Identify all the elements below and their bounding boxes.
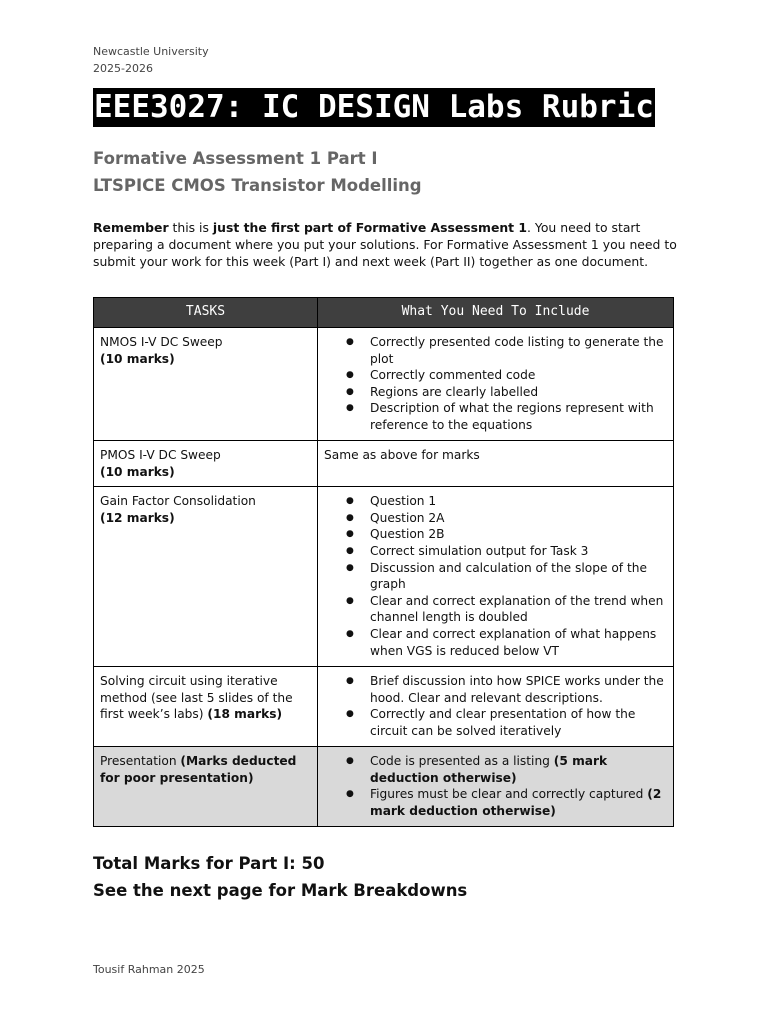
table-row (94, 667, 674, 747)
list-item-text: Code is presented as a listing (370, 754, 554, 769)
include-text: Same as above for marks (324, 448, 480, 462)
task-cell (94, 328, 318, 441)
page-footer: Tousif Rahman 2025 (93, 963, 205, 976)
rubric-table (93, 297, 674, 827)
intro-paragraph (93, 219, 678, 270)
include-list (324, 673, 667, 739)
assessment-subtitle: Formative Assessment 1 Part I (93, 149, 378, 168)
list-item: ● Correctly presented code listing to generate the plot (370, 334, 667, 367)
include-cell (318, 667, 674, 747)
intro-bold-remember: Remember (93, 220, 169, 235)
task-name: NMOS I-V DC Sweep (100, 335, 223, 349)
page-header (93, 43, 209, 77)
document-title: EEE3027: IC DESIGN Labs Rubric (94, 89, 654, 125)
list-item-deduction: (2 mark deduction otherwise) (370, 787, 662, 818)
total-marks: Total Marks for Part I: 50 (93, 854, 325, 873)
task-marks: (10 marks) (100, 464, 175, 479)
totals-block (93, 850, 467, 904)
task-marks: (10 marks) (100, 351, 175, 366)
list-item: ● Correct simulation output for Task 3 (370, 543, 667, 560)
header-tasks: TASKS (94, 298, 318, 328)
task-name: Gain Factor Consolidation (100, 494, 256, 509)
task-marks: (18 marks) (207, 707, 283, 722)
include-cell (318, 328, 674, 441)
header-what-to-include: What You Need To Include (318, 298, 674, 328)
topic-subtitle: LTSPICE CMOS Transistor Modelling (93, 176, 422, 195)
task-name: Presentation (100, 754, 181, 769)
task-cell (94, 747, 318, 827)
include-cell (318, 441, 674, 487)
academic-year: 2025-2026 (93, 62, 153, 75)
list-item: ● Correctly and clear presentation of how the circuit can be solved iteratively (370, 706, 667, 739)
list-item: ● Regions are clearly labelled (370, 384, 667, 401)
task-marks: (Marks deducted for poor presentation) (100, 754, 297, 785)
include-list (324, 753, 667, 819)
intro-text-1: this is (168, 220, 213, 235)
list-item: ● Description of what the regions represent with reference to the equations (370, 400, 667, 433)
list-item (370, 786, 667, 819)
task-cell (94, 487, 318, 667)
task-cell (94, 667, 318, 747)
intro-text-2: . You need to start preparing a document where you put your solutions. For Formative Assessment 1 you need to submit your work for this week (Part I) and next week (Part II) together as one document. (93, 220, 677, 269)
institution-name: Newcastle University (93, 45, 209, 58)
task-cell (94, 441, 318, 487)
intro-bold-first-part: just the first part of Formative Assessment 1 (212, 220, 528, 235)
include-cell (318, 487, 674, 667)
task-name: PMOS I-V DC Sweep (100, 448, 221, 462)
list-item: ● Clear and correct explanation of what happens when VGS is reduced below VT (370, 626, 667, 659)
table-row (94, 328, 674, 441)
task-marks: (12 marks) (100, 510, 175, 525)
list-item: ● Question 2B (370, 526, 667, 543)
include-list (324, 334, 667, 434)
include-list (324, 493, 667, 659)
list-item (370, 753, 667, 786)
next-page-note: See the next page for Mark Breakdowns (93, 881, 468, 900)
list-item: ● Question 2A (370, 510, 667, 527)
list-item: ● Brief discussion into how SPICE works under the hood. Clear and relevant descriptions. (370, 673, 667, 706)
list-item: ● Discussion and calculation of the slope of the graph (370, 560, 667, 593)
list-item: ● Clear and correct explanation of the trend when channel length is doubled (370, 593, 667, 626)
list-item-text: Figures must be clear and correctly captured (370, 787, 648, 802)
subtitle-block (93, 145, 422, 199)
table-row (94, 441, 674, 487)
table-row (94, 747, 674, 827)
task-name: Solving circuit using iterative method (see last 5 slides of the first week’s labs) (100, 674, 293, 722)
list-item: ● Correctly commented code (370, 367, 667, 384)
list-item-deduction: (5 mark deduction otherwise) (370, 754, 608, 785)
list-item: ● Question 1 (370, 493, 667, 510)
table-header-row (94, 298, 674, 328)
include-cell (318, 747, 674, 827)
table-row (94, 487, 674, 667)
